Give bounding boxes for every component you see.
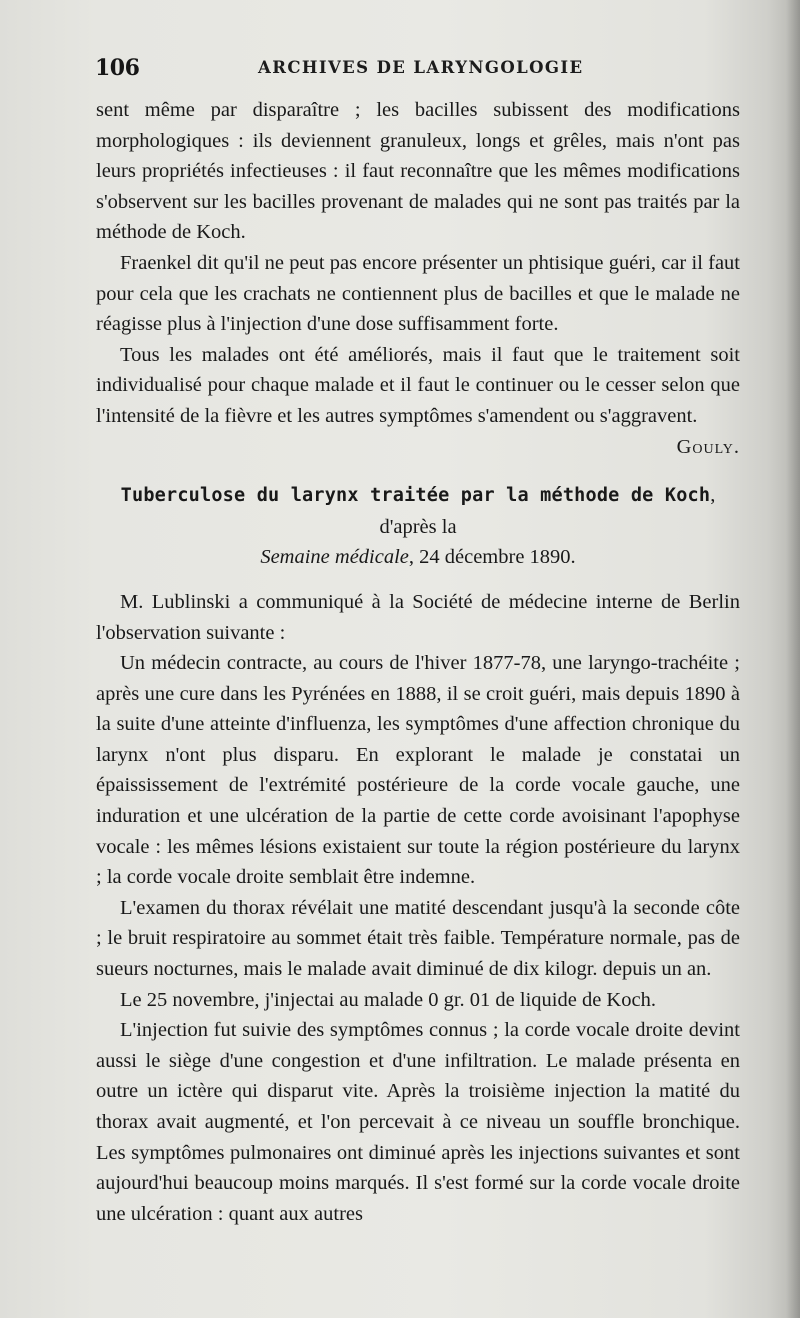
article-date: , 24 décembre 1890.	[408, 546, 576, 569]
article-heading	[96, 480, 740, 573]
page-number: 106	[95, 55, 140, 81]
paragraph: sent même par disparaître ; les bacilles subissent des modifications morphologiques : ils deviennent granuleux, longs et grêles, mais n'ont pas leurs propriétés infectieuses : il faut reconnaître que les mêmes modifications s'observent sur les bacilles provenant de malades qui ne sont pas traités par la méthode de Koch.	[96, 99, 740, 244]
article-title-suffix: , d'après la	[379, 484, 716, 538]
running-title: ARCHIVES DE LARYNGOLOGIE	[258, 58, 584, 77]
paragraph: L'injection fut suivie des symptômes connus ; la corde vocale droite devint aussi le siège d'une congestion et d'une infiltration. Le malade présenta en outre un ictère qui disparut vite. Après la troisième injection la matité du thorax avait augmenté, et l'on percevait à ce niveau un souffle bronchique. Les symptômes pulmonaires ont diminué après les injections suivantes et sont aujourd'hui beaucoup moins marqués. Il s'est formé sur la corde vocale droite une ulcération : quant aux autres	[96, 1019, 740, 1225]
article-source: Semaine médicale	[260, 546, 409, 569]
page-body	[96, 95, 740, 1229]
paragraph: Tous les malades ont été améliorés, mais il faut que le traitement soit individualisé pour chaque malade et il faut le continuer ou le cesser selon que l'intensité de la fièvre et les autres symptômes s'amendent ou s'aggravent.	[96, 343, 740, 427]
paragraph: M. Lublinski a communiqué à la Société de médecine interne de Berlin l'observation suivante :	[96, 590, 740, 644]
page-header	[95, 55, 740, 87]
paragraph: Un médecin contracte, au cours de l'hiver 1877-78, une laryngo-trachéite ; après une cure dans les Pyrénées en 1888, il se croit guéri, mais depuis 1890 à la suite d'une atteinte d'influenza, les symptômes d'une affection chronique du larynx n'ont plus disparu. En explorant le malade je constatai un épaississement de l'extrémité postérieure de la corde vocale gauche, une induration et une ulcération de la partie de cette corde avoisinant l'apophyse vocale : les mêmes lésions existaient sur toute la région postérieure du larynx ; la corde vocale droite semblait être indemne.	[96, 652, 740, 889]
paragraph: Fraenkel dit qu'il ne peut pas encore présenter un phtisique guéri, car il faut pour cela que les crachats ne contiennent plus de bacilles et que le malade ne réagisse plus à l'injection d'une dose suffisamment forte.	[96, 251, 740, 336]
section-spacer	[96, 462, 740, 480]
page-edge-shadow	[786, 0, 800, 1318]
author-signature: Gouly.	[676, 435, 740, 458]
paragraph: L'examen du thorax révélait une matité descendant jusqu'à la seconde côte ; le bruit respiratoire au sommet était très faible. Température normale, pas de sueurs nocturnes, mais le malade avait diminué de dix kilogr. depuis un an.	[96, 896, 740, 981]
paragraph: Le 25 novembre, j'injectai au malade 0 gr. 01 de liquide de Koch.	[120, 988, 656, 1011]
article-title: Tuberculose du larynx traitée par la méthode de Koch	[120, 485, 711, 507]
